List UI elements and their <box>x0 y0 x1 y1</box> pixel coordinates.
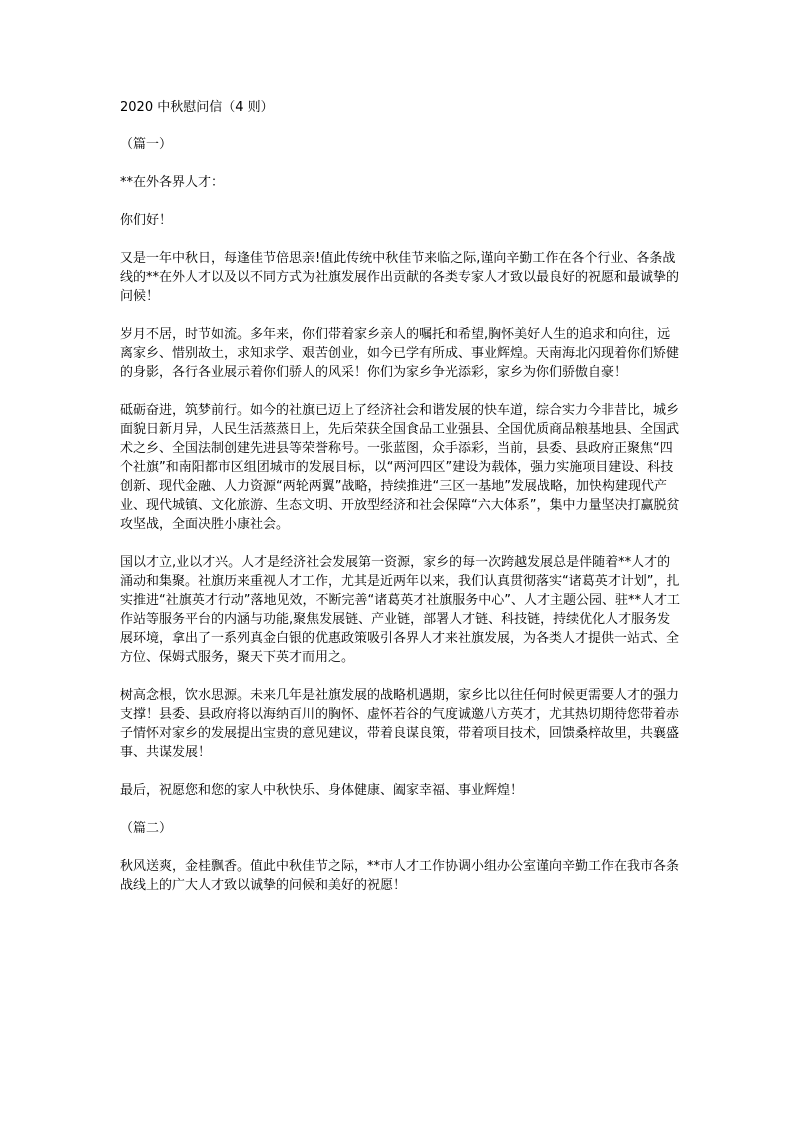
paragraph-roots: 树高念根，饮水思源。未来几年是社旗发展的战略机遇期，家乡比以往任何时候更需要人才的强力支撑！县委、县政府将以海纳百川的胸怀、虚怀若谷的气度诚邀八方英才，尤其热切期待您带着赤子情怀对家乡的发展提出宝贵的意见建议，带着良谋良策，带着项目技术，回馈桑梓故里，共襄盛事、共谋发展！ <box>120 688 680 760</box>
document-title: 2020 中秋慰问信（4 则） <box>120 100 274 115</box>
paragraph-years: 岁月不居，时节如流。多年来，你们带着家乡亲人的嘱托和希望,胸怀美好人生的追求和向往，远离家乡、惜别故土，求知求学、艰苦创业，如今已学有所成、事业辉煌。天南海北闪现着你们矫健的身影，各行各业展示着你们骄人的风采！你们为家乡争光添彩，家乡为你们骄傲自豪！ <box>120 327 680 380</box>
document-page <box>120 98 680 895</box>
section-heading-1: （篇一） <box>120 137 173 152</box>
paragraph-closing: 最后，祝愿您和您的家人中秋快乐、身体健康、阖家幸福、事业辉煌！ <box>120 783 524 798</box>
paragraph-second-letter: 秋风送爽，金桂飘香。值此中秋佳节之际，**市人才工作协调小组办公室谨向辛勤工作在我市各条战线上的广大人才致以诚挚的问候和美好的祝愿！ <box>120 859 680 893</box>
section-heading-2: （篇二） <box>120 821 173 836</box>
paragraph-talent: 国以才立,业以才兴。人才是经济社会发展第一资源，家乡的每一次跨越发展总是伴随着**人才的涌动和集聚。社旗历来重视人才工作，尤其是近两年以来，我们认真贯彻落实“诸葛英才计划”，扎实推进“社旗英才行动”落地见效，不断完善“诸葛英才社旗服务中心”、人才主题公园、驻**人才工作站等服务平台的内涵与功能,聚焦发展链、产业链，部署人才链、科技链，持续优化人才服务发展环境，拿出了一系列真金白银的优惠政策吸引各界人才来社旗发展，为各类人才提供一站式、全方位、保姆式服务，聚天下英才而用之。 <box>120 555 680 665</box>
paragraph-intro: 又是一年中秋日，每逢佳节倍思亲!值此传统中秋佳节来临之际,谨向辛勤工作在各个行业、各条战线的**在外人才以及以不同方式为社旗发展作出贡献的各类专家人才致以最良好的祝愿和最诚挚的问候！ <box>120 251 680 304</box>
salutation: **在外各界人才： <box>120 175 225 190</box>
greeting: 你们好！ <box>120 213 173 228</box>
paragraph-progress: 砥砺奋进，筑梦前行。如今的社旗已迈上了经济社会和谐发展的快车道，综合实力今非昔比，城乡面貌日新月异，人民生活蒸蒸日上，先后荣获全国食品工业强县、全国优质商品粮基地县、全国武术之乡、全国法制创建先进县等荣誉称号。一张蓝图，众手添彩，当前，县委、县政府正聚焦“四个社旗”和南阳都市区组团城市的发展目标，以“两河四区”建设为载体，强力实施项目建设、科技创新、现代金融、人力资源“两轮两翼”战略，持续推进“三区一基地”发展战略，加快构建现代产业、现代城镇、文化旅游、生态文明、开放型经济和社会保障“六大体系”，集中力量坚决打赢脱贫攻坚战，全面决胜小康社会。 <box>120 403 680 532</box>
